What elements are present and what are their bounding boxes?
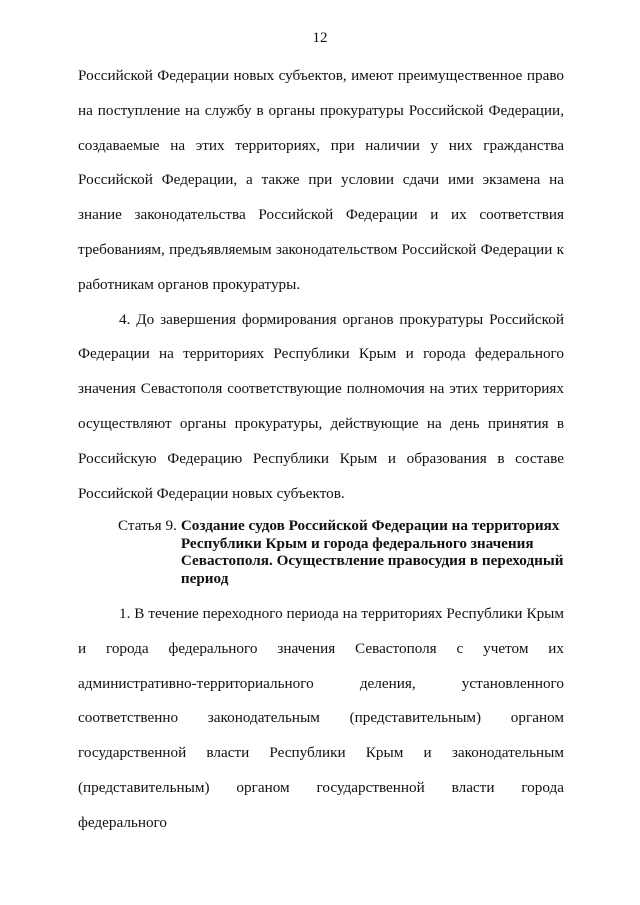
page-number: 12 [312,30,328,46]
paragraph-item-1: 1. В течение переходного периода на территориях Республики Крым и города федерального значения Севастополя с учетом их административно-территориального деления, установленного соответственно законодательным (представительным) органом государственной власти Республики Крым и законодательным (представительным) органом государственной власти города федерального [78,605,564,831]
article-title: Создание судов Российской Федерации на территориях Республики Крым и города федерального значения Севастополя. Осуществление правосудия в переходный период [180,517,564,587]
body-text-upper [78,59,564,511]
body-text-lower [78,597,564,841]
article-label: Статья 9. [118,517,177,534]
paragraph-continuation: Российской Федерации новых субъектов, имеют преимущественное право на поступление на службу в органы прокуратуры Российской Федерации, создаваемые на этих территориях, при наличии у них гражданства Российской Федерации, а также при условии сдачи ими экзамена на знание законодательства Российской Федерации и их соответствия требованиям, предъявляемым законодательством Российской Федерации к работникам органов прокуратуры. [78,67,564,293]
paragraph-item-4: 4. До завершения формирования органов прокуратуры Российской Федерации на территориях Республики Крым и города федерального значения Севастополя соответствующие полномочия на этих территориях осуществляют органы прокуратуры, действующие на день принятия в Российскую Федерацию Республики Крым и образования в составе Российской Федерации новых субъектов. [78,310,564,502]
article-9-heading [118,517,568,587]
